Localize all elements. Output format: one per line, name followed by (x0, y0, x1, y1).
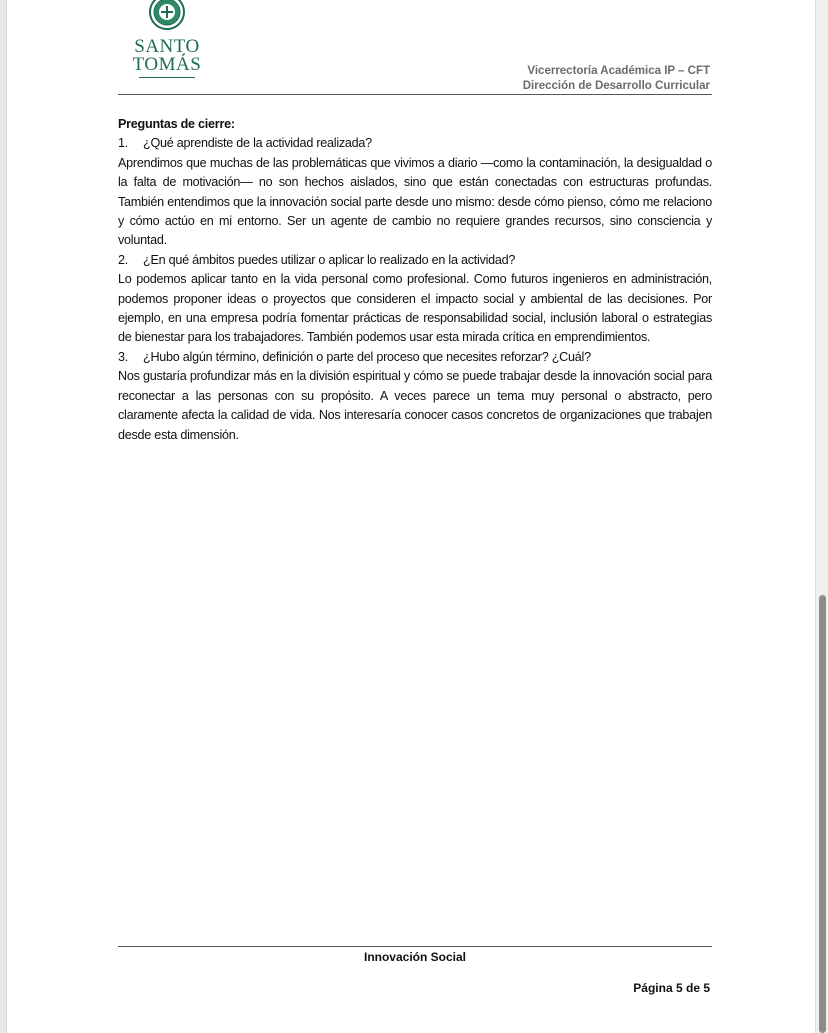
question-text: ¿Qué aprendiste de la actividad realizada? (143, 136, 372, 151)
question-text: ¿En qué ámbitos puedes utilizar o aplicar lo realizado en la actividad? (143, 252, 516, 267)
question-1 (118, 134, 712, 153)
answer-3: Nos gustaría profundizar más en la división espiritual y cómo se puede trabajar desde la innovación social para reconectar a las personas con su propósito. A veces parece un tema muy personal o abstracto, pero claramente afecta la calidad de vida. Nos interesaría conocer casos concretos de organizaciones que trabajen desde esta dimensión. (118, 369, 712, 442)
section-title: Preguntas de cierre: (118, 117, 235, 131)
question-3 (118, 348, 712, 367)
header-divider (118, 94, 712, 95)
header-department (523, 64, 710, 94)
scrollbar-thumb[interactable] (819, 595, 826, 1033)
seal-icon (149, 0, 185, 30)
question-number: 3. (118, 349, 129, 364)
answer-1: Aprendimos que muchas de las problemáticas que vivimos a diario —como la contaminación, la desigualdad o la falta de motivación— no son hechos aislados, sino que están conectadas con estructuras profundas. También entendimos que la innovación social parte desde uno mismo: desde cómo pienso, cómo me relaciono y cómo actúo en mi entorno. Ser un agente de cambio no requiere grandes recursos, sino consciencia y voluntad. (118, 155, 712, 248)
footer-divider (118, 946, 712, 947)
institution-logo (127, 0, 207, 80)
answer-2: Lo podemos aplicar tanto en la vida personal como profesional. Como futuros ingenieros en administración, podemos proponer ideas o proyectos que consideren el impacto social y ambiental de las decisiones. Por ejemplo, en una empresa podría fomentar prácticas de responsabilidad social, inclusión laboral o estrategias de bienestar para los trabajadores. También podemos usar esta mirada crítica en emprendimientos. (118, 272, 712, 345)
footer-course-title: Innovación Social (363, 950, 467, 964)
question-number: 2. (118, 252, 129, 267)
question-2 (118, 251, 712, 270)
logo-word-santo: SANTO (134, 36, 200, 57)
logo-word-tomas: TOMÁS (132, 54, 202, 75)
vertical-scrollbar[interactable] (815, 0, 828, 1033)
document-page (7, 0, 815, 1033)
page-number: Página 5 de 5 (633, 981, 710, 995)
document-body (118, 115, 712, 445)
question-number: 1. (118, 136, 129, 151)
logo-subtitle (139, 77, 195, 81)
question-text: ¿Hubo algún término, definición o parte del proceso que necesites reforzar? ¿Cuál? (143, 349, 591, 364)
header-line-1: Vicerrectoría Académica IP – CFT (527, 65, 710, 77)
header-line-2: Dirección de Desarrollo Curricular (522, 80, 710, 92)
viewer-left-edge (0, 0, 7, 1033)
